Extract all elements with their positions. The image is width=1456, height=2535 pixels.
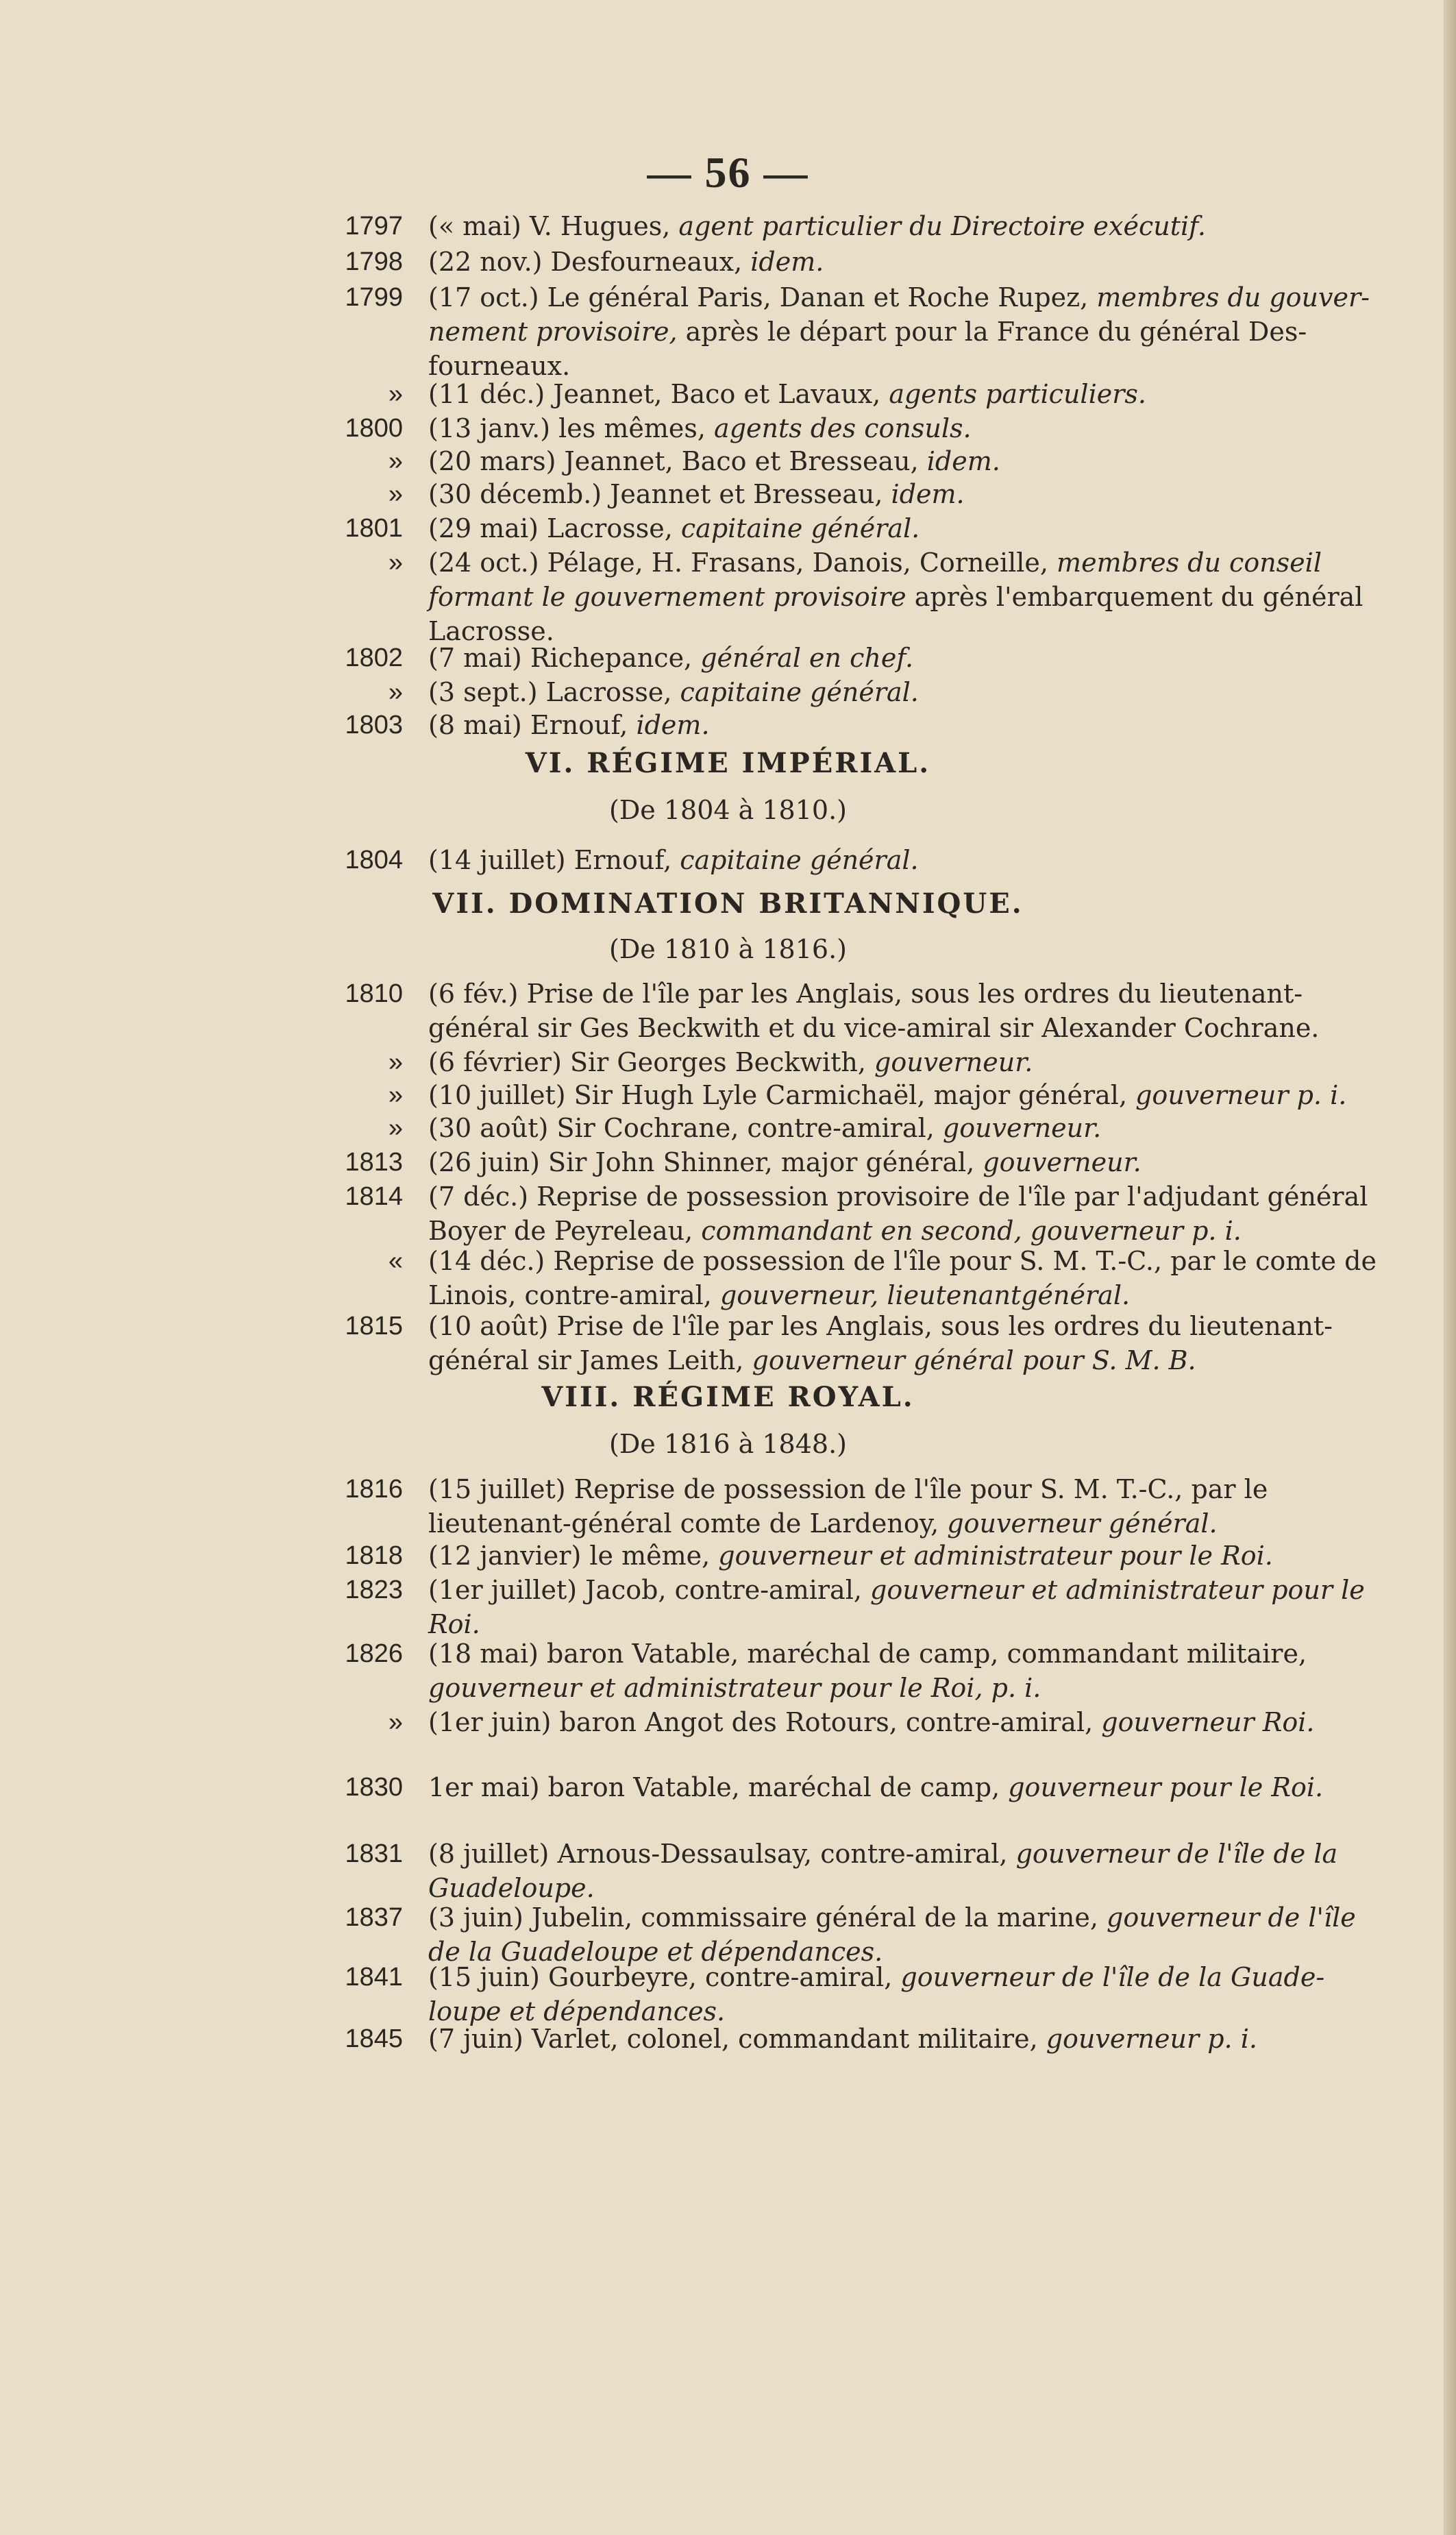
- section-date-range: (De 1804 à 1810.): [609, 795, 847, 825]
- entry-year: »: [388, 480, 403, 509]
- entry-text: (1er juin) baron Angot des Rotours, contre-amiral, gouverneur Roi.: [428, 1707, 1315, 1737]
- entry-year: 1798: [345, 247, 403, 276]
- entry-year: 1799: [345, 283, 403, 312]
- entry-text: (26 juin) Sir John Shinner, major général, gouverneur.: [428, 1147, 1142, 1177]
- entry-year: 1816: [345, 1475, 403, 1504]
- entry-year: 1845: [345, 2024, 403, 2053]
- entry-text: (24 oct.) Pélage, H. Frasans, Danois, Corneille, membres du conseil formant le gouvernement provisoire après l'embarquement du général Lacrosse.: [428, 548, 1364, 646]
- entry-year: 1804: [345, 846, 403, 874]
- entry-year: 1800: [345, 414, 403, 443]
- entry-year: »: [388, 447, 403, 476]
- entry-text: (14 déc.) Reprise de possession de l'île pour S. M. T.-C., par le comte de Linois, contre-amiral, gouverneur, lieutenantgénéral.: [428, 1246, 1377, 1310]
- entry-text: (14 juillet) Ernouf, capitaine général.: [428, 845, 919, 875]
- section-date-range: (De 1816 à 1848.): [609, 1429, 847, 1459]
- entry-year: 1814: [345, 1182, 403, 1211]
- entry-year: 1841: [345, 1963, 403, 1992]
- entry-text: (10 août) Prise de l'île par les Anglais, sous les ordres du lieutenant- général sir James Leith, gouverneur général pour S. M. B.: [428, 1311, 1333, 1375]
- entry-text: (6 fév.) Prise de l'île par les Anglais, sous les ordres du lieutenant- général sir Ges Beckwith et du vice-amiral sir Alexander Cochrane.: [428, 979, 1320, 1043]
- entry-year: »: [388, 678, 403, 707]
- entry-text: (10 juillet) Sir Hugh Lyle Carmichaël, major général, gouverneur p. i.: [428, 1080, 1347, 1110]
- entry-year: 1803: [345, 711, 403, 739]
- entry-year: »: [388, 1114, 403, 1142]
- entry-year: »: [388, 1708, 403, 1737]
- entry-year: 1837: [345, 1903, 403, 1932]
- entry-year: »: [388, 1081, 403, 1110]
- page-number: — 56 —: [647, 148, 809, 197]
- entry-year: 1830: [345, 1773, 403, 1802]
- entry-year: 1818: [345, 1541, 403, 1570]
- entry-year: 1810: [345, 979, 403, 1008]
- entry-year: 1826: [345, 1639, 403, 1668]
- entry-year: »: [388, 380, 403, 408]
- entry-text: (12 janvier) le même, gouverneur et administrateur pour le Roi.: [428, 1541, 1273, 1571]
- entry-year: »: [388, 548, 403, 577]
- entry-year: 1802: [345, 644, 403, 672]
- entry-year: 1797: [345, 212, 403, 241]
- entry-text: (3 sept.) Lacrosse, capitaine général.: [428, 677, 919, 707]
- entry-text: (20 mars) Jeannet, Baco et Bresseau, idem.: [428, 446, 1000, 476]
- entry-text: (15 juin) Gourbeyre, contre-amiral, gouverneur de l'île de la Guade- loupe et dépendances.: [428, 1962, 1325, 2026]
- entry-year: »: [388, 1048, 403, 1077]
- entry-text: (30 décemb.) Jeannet et Bresseau, idem.: [428, 479, 965, 509]
- entry-text: (7 juin) Varlet, colonel, commandant militaire, gouverneur p. i.: [428, 2024, 1257, 2054]
- entry-text: (18 mai) baron Vatable, maréchal de camp, commandant militaire, gouverneur et administrateur pour le Roi, p. i.: [428, 1639, 1307, 1703]
- entry-year: 1815: [345, 1312, 403, 1340]
- entry-text: (6 février) Sir Georges Beckwith, gouverneur.: [428, 1047, 1033, 1077]
- entry-year: 1813: [345, 1148, 403, 1177]
- page-edge: [1444, 0, 1456, 2535]
- entry-year: 1831: [345, 1839, 403, 1868]
- entry-text: (3 juin) Jubelin, commissaire général de la marine, gouverneur de l'île de la Guadeloupe et dépendances.: [428, 1902, 1356, 1967]
- section-heading: VII. DOMINATION BRITANNIQUE.: [432, 887, 1024, 920]
- entry-text: (8 mai) Ernouf, idem.: [428, 710, 710, 740]
- entry-text: 1er mai) baron Vatable, maréchal de camp, gouverneur pour le Roi.: [428, 1772, 1324, 1802]
- entry-text: (29 mai) Lacrosse, capitaine général.: [428, 513, 920, 543]
- section-heading: VIII. RÉGIME ROYAL.: [541, 1381, 915, 1413]
- entry-year: «: [388, 1247, 403, 1275]
- entry-text: (30 août) Sir Cochrane, contre-amiral, gouverneur.: [428, 1113, 1102, 1143]
- entry-text: (7 mai) Richepance, général en chef.: [428, 643, 914, 673]
- entry-text: (13 janv.) les mêmes, agents des consuls.: [428, 413, 972, 443]
- section-heading: VI. RÉGIME IMPÉRIAL.: [525, 747, 931, 779]
- entry-text: (8 juillet) Arnous-Dessaulsay, contre-amiral, gouverneur de l'île de la Guadeloupe.: [428, 1839, 1338, 1903]
- entry-text: (« mai) V. Hugues, agent particulier du Directoire exécutif.: [428, 211, 1206, 241]
- entry-year: 1801: [345, 514, 403, 543]
- entry-text: (1er juillet) Jacob, contre-amiral, gouverneur et administrateur pour le Roi.: [428, 1575, 1365, 1639]
- entry-text: (7 déc.) Reprise de possession provisoire de l'île par l'adjudant général Boyer de Peyreleau, commandant en second, gouverneur p. i.: [428, 1181, 1368, 1246]
- entry-text: (17 oct.) Le général Paris, Danan et Roche Rupez, membres du gouver- nement provisoire, après le départ pour la France du général Des- fourneaux.: [428, 282, 1370, 381]
- section-date-range: (De 1810 à 1816.): [609, 934, 847, 964]
- entry-year: 1823: [345, 1576, 403, 1604]
- entry-text: (15 juillet) Reprise de possession de l'île pour S. M. T.-C., par le lieutenant-général comte de Lardenoy, gouverneur général.: [428, 1474, 1268, 1539]
- entry-text: (22 nov.) Desfourneaux, idem.: [428, 247, 824, 277]
- entry-text: (11 déc.) Jeannet, Baco et Lavaux, agents particuliers.: [428, 379, 1146, 409]
